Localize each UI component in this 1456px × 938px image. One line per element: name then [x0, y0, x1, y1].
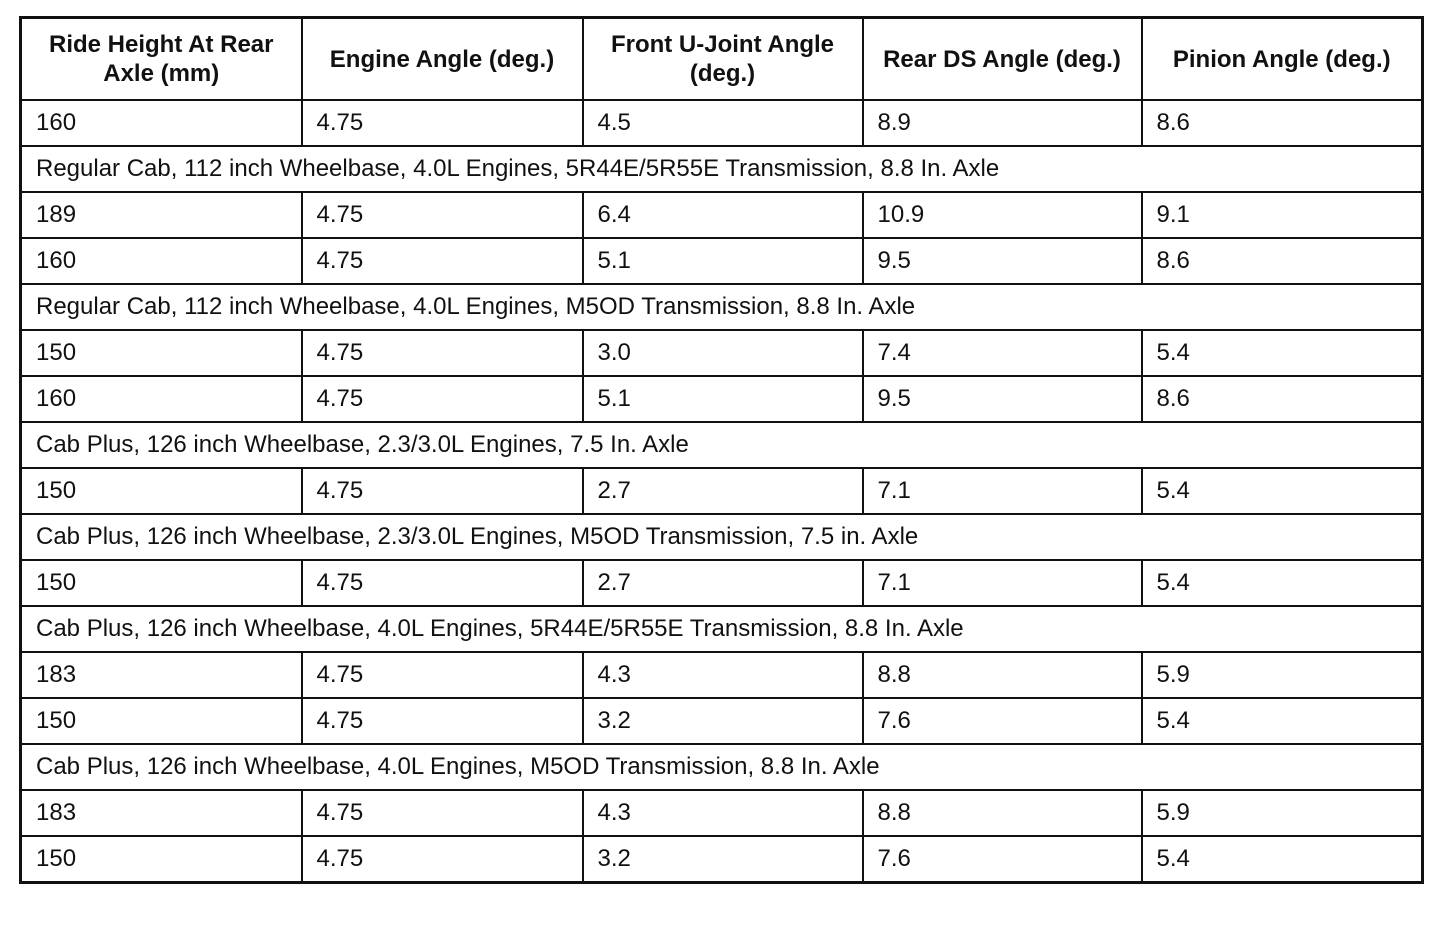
cell-pinion-angle: 5.4: [1142, 560, 1423, 606]
cell-front-u-joint-angle: 2.7: [583, 560, 863, 606]
cell-engine-angle: 4.75: [302, 100, 583, 146]
cell-engine-angle: 4.75: [302, 238, 583, 284]
cell-engine-angle: 4.75: [302, 192, 583, 238]
cell-pinion-angle: 9.1: [1142, 192, 1423, 238]
cell-rear-ds-angle: 7.4: [863, 330, 1142, 376]
cell-ride-height: 160: [21, 238, 302, 284]
table-row: [21, 560, 1423, 606]
cell-engine-angle: 4.75: [302, 698, 583, 744]
section-row: [21, 146, 1423, 192]
cell-front-u-joint-angle: 3.0: [583, 330, 863, 376]
section-heading: Cab Plus, 126 inch Wheelbase, 2.3/3.0L Engines, M5OD Transmission, 7.5 in. Axle: [21, 514, 1423, 560]
table-row: [21, 238, 1423, 284]
header-ride-height: Ride Height At Rear Axle (mm): [21, 18, 302, 101]
table-row: [21, 192, 1423, 238]
table-row: [21, 100, 1423, 146]
section-row: [21, 606, 1423, 652]
section-row: [21, 284, 1423, 330]
cell-rear-ds-angle: 8.8: [863, 790, 1142, 836]
table-row: [21, 376, 1423, 422]
cell-pinion-angle: 5.4: [1142, 698, 1423, 744]
cell-ride-height: 160: [21, 100, 302, 146]
cell-rear-ds-angle: 8.9: [863, 100, 1142, 146]
cell-rear-ds-angle: 7.6: [863, 698, 1142, 744]
section-row: [21, 422, 1423, 468]
header-rear-ds-angle: Rear DS Angle (deg.): [863, 18, 1142, 101]
cell-pinion-angle: 5.9: [1142, 652, 1423, 698]
section-row: [21, 744, 1423, 790]
cell-ride-height: 150: [21, 560, 302, 606]
cell-rear-ds-angle: 7.6: [863, 836, 1142, 883]
table-row: [21, 652, 1423, 698]
cell-front-u-joint-angle: 2.7: [583, 468, 863, 514]
cell-ride-height: 160: [21, 376, 302, 422]
table-row: [21, 698, 1423, 744]
section-heading: Cab Plus, 126 inch Wheelbase, 4.0L Engines, 5R44E/5R55E Transmission, 8.8 In. Axle: [21, 606, 1423, 652]
cell-ride-height: 183: [21, 652, 302, 698]
cell-ride-height: 183: [21, 790, 302, 836]
cell-engine-angle: 4.75: [302, 652, 583, 698]
cell-pinion-angle: 5.4: [1142, 836, 1423, 883]
table-row: [21, 330, 1423, 376]
cell-engine-angle: 4.75: [302, 376, 583, 422]
cell-front-u-joint-angle: 3.2: [583, 698, 863, 744]
driveshaft-angle-table: [19, 16, 1424, 884]
cell-pinion-angle: 8.6: [1142, 100, 1423, 146]
section-heading: Cab Plus, 126 inch Wheelbase, 4.0L Engines, M5OD Transmission, 8.8 In. Axle: [21, 744, 1423, 790]
cell-rear-ds-angle: 9.5: [863, 376, 1142, 422]
cell-front-u-joint-angle: 3.2: [583, 836, 863, 883]
cell-front-u-joint-angle: 6.4: [583, 192, 863, 238]
cell-rear-ds-angle: 7.1: [863, 560, 1142, 606]
cell-front-u-joint-angle: 4.3: [583, 790, 863, 836]
header-front-u-joint-angle: Front U-Joint Angle (deg.): [583, 18, 863, 101]
cell-ride-height: 150: [21, 468, 302, 514]
section-row: [21, 514, 1423, 560]
cell-ride-height: 150: [21, 698, 302, 744]
cell-engine-angle: 4.75: [302, 560, 583, 606]
section-heading: Regular Cab, 112 inch Wheelbase, 4.0L Engines, 5R44E/5R55E Transmission, 8.8 In. Axle: [21, 146, 1423, 192]
section-heading: Regular Cab, 112 inch Wheelbase, 4.0L Engines, M5OD Transmission, 8.8 In. Axle: [21, 284, 1423, 330]
cell-ride-height: 150: [21, 330, 302, 376]
cell-front-u-joint-angle: 4.5: [583, 100, 863, 146]
cell-pinion-angle: 8.6: [1142, 376, 1423, 422]
cell-engine-angle: 4.75: [302, 330, 583, 376]
header-engine-angle: Engine Angle (deg.): [302, 18, 583, 101]
table-header: [21, 18, 1423, 101]
cell-front-u-joint-angle: 5.1: [583, 238, 863, 284]
cell-ride-height: 189: [21, 192, 302, 238]
section-heading: Cab Plus, 126 inch Wheelbase, 2.3/3.0L Engines, 7.5 In. Axle: [21, 422, 1423, 468]
cell-front-u-joint-angle: 4.3: [583, 652, 863, 698]
table-row: [21, 790, 1423, 836]
header-pinion-angle: Pinion Angle (deg.): [1142, 18, 1423, 101]
cell-pinion-angle: 5.9: [1142, 790, 1423, 836]
table-body: [21, 100, 1423, 883]
cell-engine-angle: 4.75: [302, 468, 583, 514]
table-row: [21, 468, 1423, 514]
cell-pinion-angle: 5.4: [1142, 468, 1423, 514]
cell-pinion-angle: 5.4: [1142, 330, 1423, 376]
cell-rear-ds-angle: 7.1: [863, 468, 1142, 514]
cell-rear-ds-angle: 8.8: [863, 652, 1142, 698]
cell-ride-height: 150: [21, 836, 302, 883]
header-row: [21, 18, 1423, 101]
cell-engine-angle: 4.75: [302, 790, 583, 836]
cell-pinion-angle: 8.6: [1142, 238, 1423, 284]
cell-rear-ds-angle: 9.5: [863, 238, 1142, 284]
cell-front-u-joint-angle: 5.1: [583, 376, 863, 422]
cell-rear-ds-angle: 10.9: [863, 192, 1142, 238]
cell-engine-angle: 4.75: [302, 836, 583, 883]
table-row: [21, 836, 1423, 883]
